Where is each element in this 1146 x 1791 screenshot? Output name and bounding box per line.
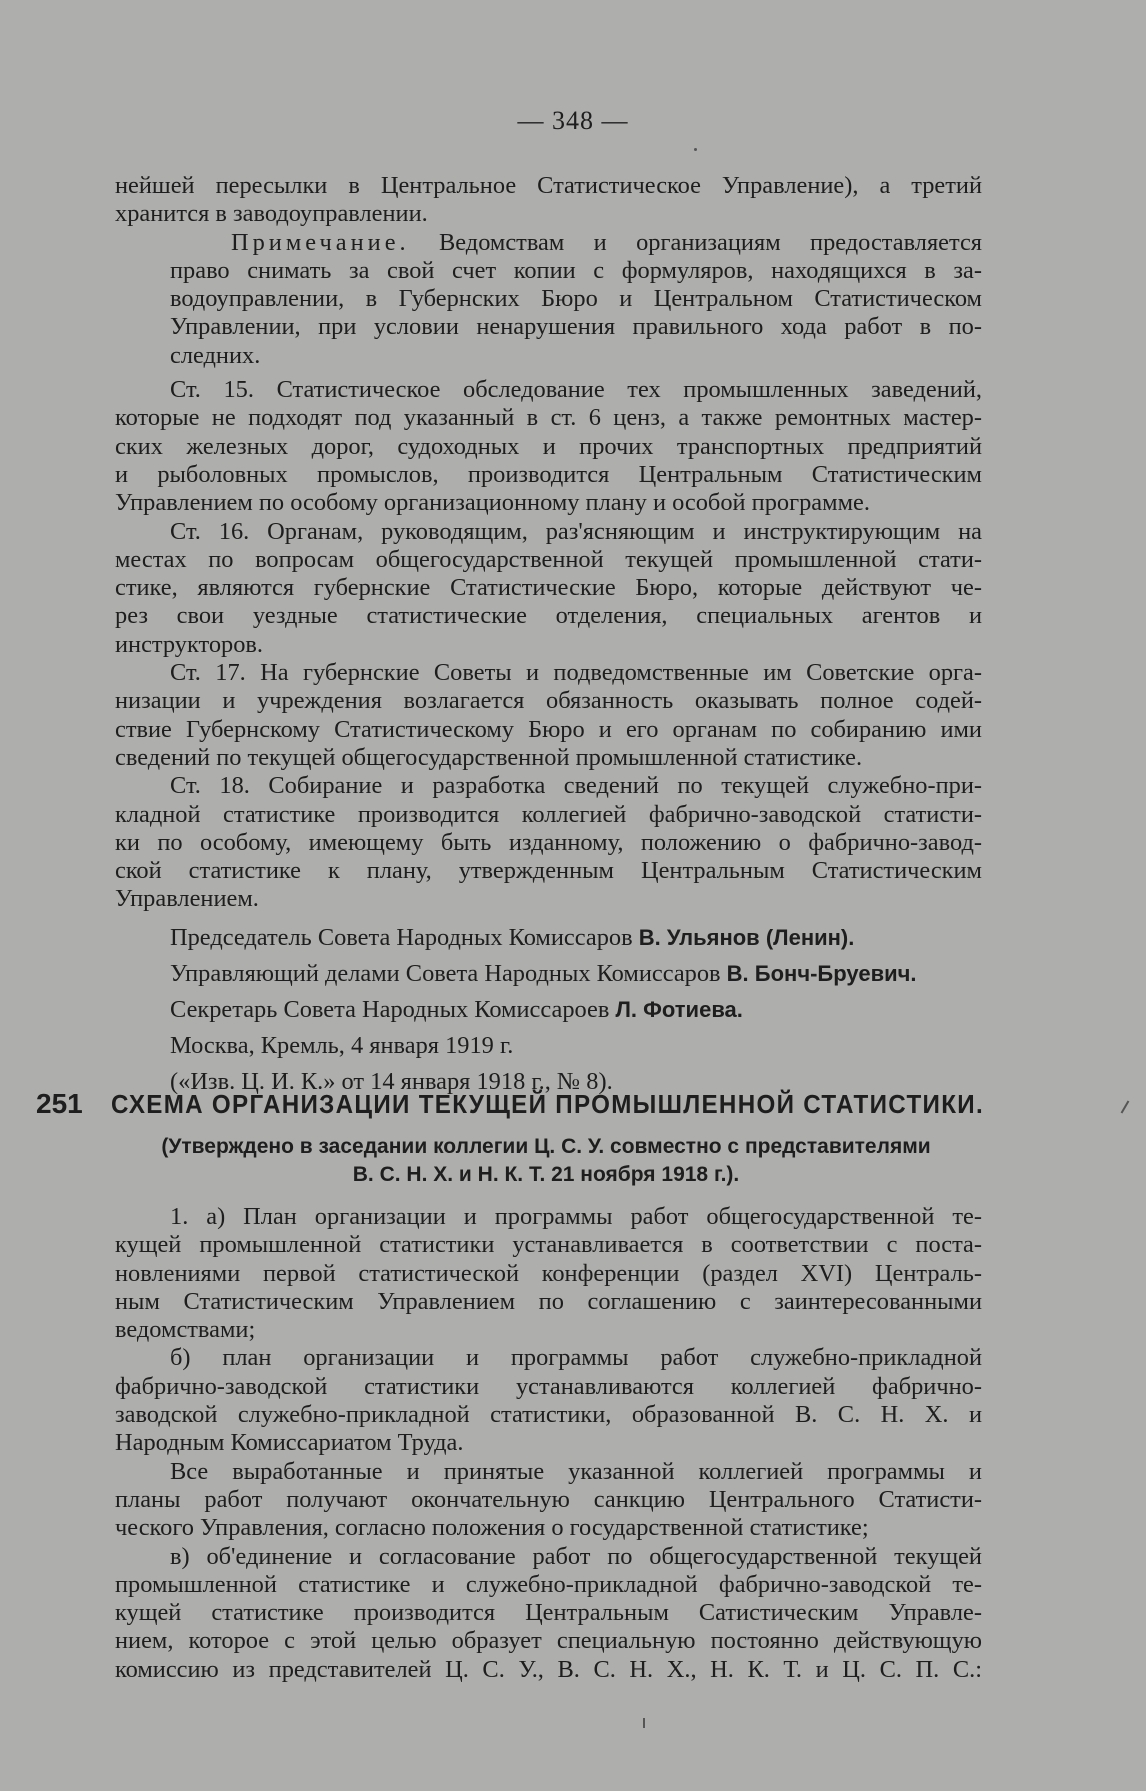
article-line: местах по вопросам общегосударственной текущей промышленной стати- xyxy=(115,545,982,573)
article-16 xyxy=(115,518,982,659)
body-line: ным Статистическим Управлением по соглашению с заинтересованными xyxy=(115,1287,982,1315)
signature-line xyxy=(115,920,982,956)
article-line: сведений по текущей общегосударственной промышленной статистике. xyxy=(115,743,863,771)
article-line: кладной статистике производится коллегией фабрично-заводской статисти- xyxy=(115,800,982,828)
note-text: Ведомствам и организациям предоставляется xyxy=(409,228,982,256)
article-line: Ст. 16. Органам, руководящим, раз'ясняющим и инструктирующим на xyxy=(170,517,982,545)
note-line: водоуправлении, в Губернских Бюро и Центральном Статистическом xyxy=(170,285,982,313)
signatures xyxy=(115,920,982,1100)
signature-role: Управляющий делами Совета Народных Комиссаров xyxy=(170,959,727,987)
note-line: право снимать за свой счет копии с формуляров, находящихся в за- xyxy=(170,256,982,284)
scan-speck xyxy=(1121,1100,1130,1113)
article-line: низации и учреждения возлагается обязанность оказывать полное содей- xyxy=(115,687,982,715)
body-line: новлениями первой статистической конференции (раздел XVI) Централь- xyxy=(115,1259,982,1287)
note xyxy=(115,229,982,370)
article-line: ки по особому, имеющему быть изданному, положению о фабрично-завод- xyxy=(115,828,982,856)
article-17 xyxy=(115,659,982,772)
document-number: 251 xyxy=(36,1088,83,1119)
body-line: нием, которое с этой целью образует специальную постоянно действующую xyxy=(115,1627,982,1655)
scan-speck xyxy=(643,1718,645,1728)
article-line: рез свои уездные статистические отделения, специальных агентов и xyxy=(115,602,982,630)
body-line: Все выработанные и принятые указанной коллегией программы и xyxy=(170,1457,982,1485)
body-column xyxy=(115,1203,982,1684)
note-label: Примечание. xyxy=(231,228,410,256)
article-line: Ст. 18. Собирание и разработка сведений по текущей служебно-при- xyxy=(170,772,982,800)
body-line: комиссию из представителей Ц. С. У., В. С. Н. Х., Н. К. Т. и Ц. С. П. С.: xyxy=(115,1655,982,1683)
signature-name: В. Ульянов (Ленин). xyxy=(638,924,855,950)
article-line: Ст. 15. Статистическое обследование тех промышленных заведений, xyxy=(170,376,982,404)
text-line: нейшей пересылки в Центральное Статистическое Управление), а третий xyxy=(115,172,982,199)
body-line: Народным Комиссариатом Труда. xyxy=(115,1429,464,1457)
body-line: ведомствами; xyxy=(115,1316,256,1344)
paragraph-1a xyxy=(115,1203,982,1344)
page-number: — 348 — xyxy=(517,106,629,135)
article-line: ских железных дорог, судоходных и прочих транспортных предприятий xyxy=(115,432,982,460)
body-line: заводской служебно-прикладной статистики, образованной В. С. Н. Х. и xyxy=(115,1401,982,1429)
article-line: Ст. 17. На губернские Советы и подведомственные им Советские орга- xyxy=(170,659,982,687)
body-line: кущей статистике производится Центральным Сатистическим Управле- xyxy=(115,1599,982,1627)
article-line: ствие Губернскому Статистическому Бюро и его органам по собиранию ими xyxy=(115,715,982,743)
top-text-column xyxy=(115,172,982,1100)
document-title: СХЕМА ОРГАНИЗАЦИИ ТЕКУЩЕЙ ПРОМЫШЛЕННОЙ СТАТИСТИКИ. xyxy=(111,1089,984,1119)
body-line: б) план организации и программы работ служебно-прикладной xyxy=(170,1344,982,1372)
body-line: в) об'единение и согласование работ по общегосударственной текущей xyxy=(170,1542,982,1570)
article-line: стике, являются губернские Статистические Бюро, которые действуют че- xyxy=(115,574,982,602)
body-line: кущей промышленной статистики устанавливается в соответствии с поста- xyxy=(115,1231,982,1259)
signature-role: Секретарь Совета Народных Комиссароев xyxy=(170,995,616,1023)
note-first-line xyxy=(115,229,982,257)
subtitle-line: В. С. Н. Х. и Н. К. Т. 21 ноября 1918 г.). xyxy=(352,1163,740,1186)
source-citation: («Изв. Ц. И. К.» от 14 января 1918 г., № 8). xyxy=(170,1067,613,1095)
article-line: которые не подходят под указанный в ст. 6 ценз, а также ремонтных мастер- xyxy=(115,404,982,432)
text-line: хранится в заводоуправлении. xyxy=(115,200,428,228)
body-line: ческого Управления, согласно положения о государственной статистике; xyxy=(115,1514,869,1542)
note-line: Управлении, при условии ненарушения правильного хода работ в по- xyxy=(170,313,982,341)
signature-name: В. Бонч-Бруевич. xyxy=(726,960,917,986)
article-18 xyxy=(115,772,982,913)
place-date: Москва, Кремль, 4 января 1919 г. xyxy=(170,1031,514,1059)
note-line: следних. xyxy=(170,341,261,369)
scan-speck xyxy=(694,148,697,151)
document-heading xyxy=(36,1088,1036,1128)
body-line: планы работ получают окончательную санкцию Центрального Статисти- xyxy=(115,1485,982,1513)
paragraph-1v xyxy=(115,1543,982,1684)
body-line: промышленной статистике и служебно-прикладной фабрично-заводской те- xyxy=(115,1570,982,1598)
signature-role: Председатель Совета Народных Комиссаров xyxy=(170,923,639,951)
subtitle-line: (Утверждено в заседании коллегии Ц. С. У. совместно с представителями xyxy=(161,1135,931,1158)
paragraph-programs xyxy=(115,1458,982,1543)
article-line: и рыболовных промыслов, производится Центральным Статистическим xyxy=(115,460,982,488)
document-subtitle xyxy=(110,1133,982,1189)
article-15 xyxy=(115,376,982,517)
body-line: фабрично-заводской статистики устанавливаются коллегией фабрично- xyxy=(115,1372,982,1400)
article-line: Управлением по особому организационному плану и особой программе. xyxy=(115,489,870,517)
article-line: инструкторов. xyxy=(115,630,264,658)
signature-line xyxy=(115,992,982,1028)
body-line: 1. а) План организации и программы работ общегосударственной те- xyxy=(170,1203,982,1230)
signature-name: Л. Фотиева. xyxy=(615,996,743,1022)
signature-line xyxy=(115,956,982,992)
article-line: Управлением. xyxy=(115,885,259,913)
paragraph-1b xyxy=(115,1344,982,1457)
article-line: ской статистике к плану, утвержденным Центральным Статистическим xyxy=(115,857,982,885)
